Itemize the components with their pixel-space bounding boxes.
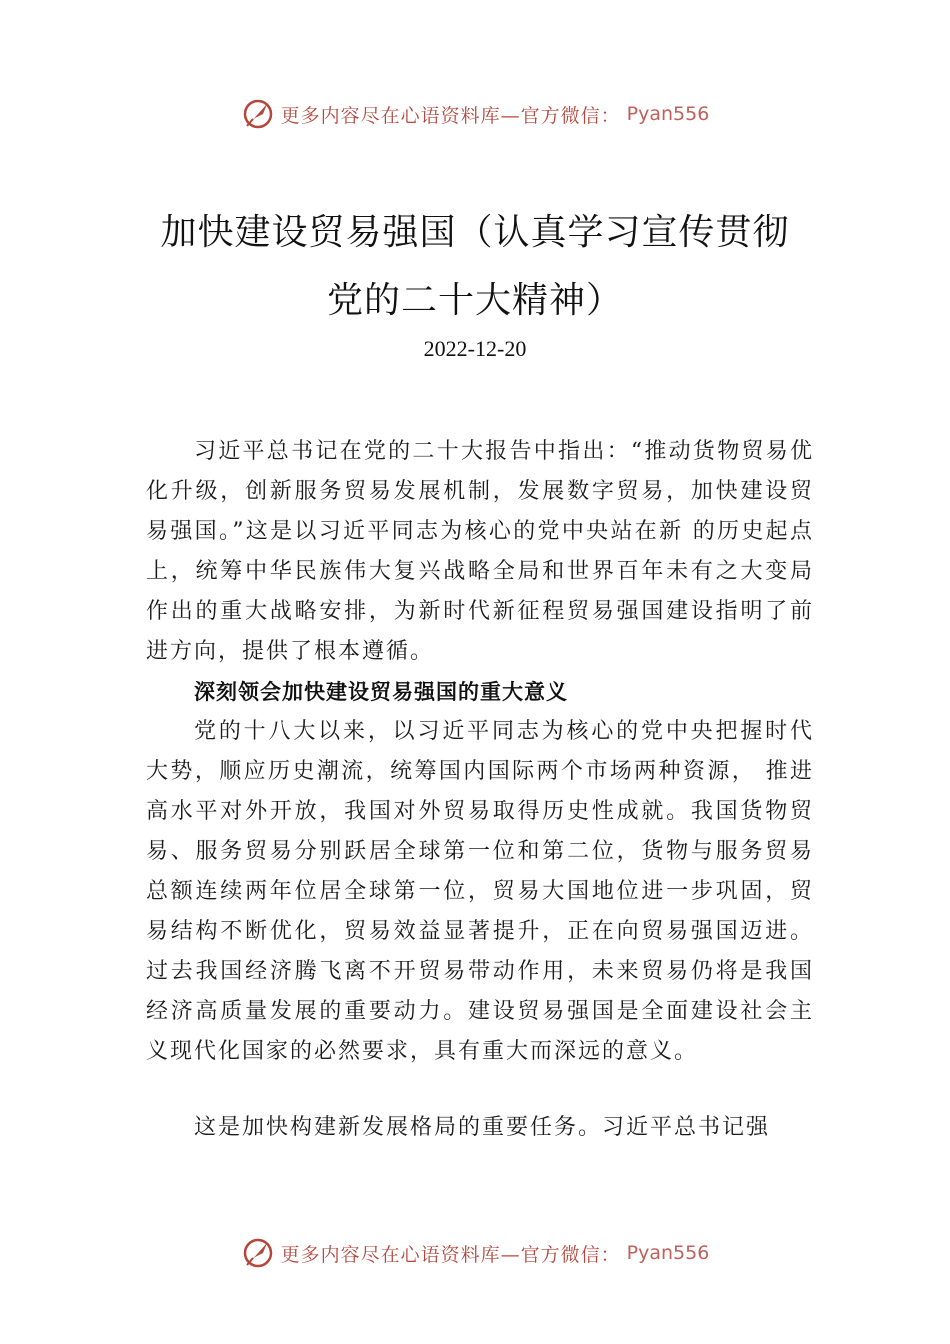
section-subheading: 深刻领会加快建设贸易强国的重大意义	[194, 680, 568, 704]
paragraph-3: 这是加快构建新发展格局的重要任务。习近平总书记强	[194, 1115, 771, 1140]
banner-text: 更多内容尽在心语资料库—官方微信：	[280, 104, 621, 127]
document-title-line-2: 党的二十大精神）	[326, 280, 623, 321]
feather-pen-logo-icon	[241, 1236, 275, 1270]
feather-pen-logo-icon	[241, 97, 275, 131]
banner-wechat-id: Pyan556	[626, 103, 710, 125]
banner-wechat-id: Pyan556	[626, 1242, 710, 1264]
banner-text: 更多内容尽在心语资料库—官方微信：	[280, 1243, 621, 1266]
paragraph-2: 党的十八大以来，以习近平同志为核心的党中央把握时代大势，顺应历史潮流，统筹国内国际两个市场两种资源， 推进高水平对外开放，我国对外贸易取得历史性成就。我国货物贸易、服务贸易分别跃居全球第一位和第二位，货物与服务贸易总额连续两年位居全球第一位，贸易大国地位进一步巩固，贸易结构不断优化，贸易效益显著提升，正在向贸易强国迈进。过去我国经济腾飞离不开贸易带动作用，未来贸易仍将是我国经济高质量发展的重要动力。建设贸易强国是全面建设社会主义现代化国家的必然要求，具有重大而深远的意义。	[146, 719, 814, 1064]
footer-banner	[0, 1233, 950, 1273]
document-title-line-1: 加快建设贸易强国（认真学习宣传贯彻	[160, 212, 790, 253]
header-banner	[0, 94, 950, 134]
document-date: 2022-12-20	[423, 336, 527, 361]
paragraph-1: 习近平总书记在党的二十大报告中指出：“推动货物贸易优化升级，创新服务贸易发展机制，发展数字贸易，加快建设贸易强国。”这是以习近平同志为核心的党中央站在新 的历史起点上，统筹中华民族伟大复兴战略全局和世界百年未有之大变局作出的重大战略安排，为新时代新征程贸易强国建设指明了前进方向，提供了根本遵循。	[146, 439, 814, 664]
